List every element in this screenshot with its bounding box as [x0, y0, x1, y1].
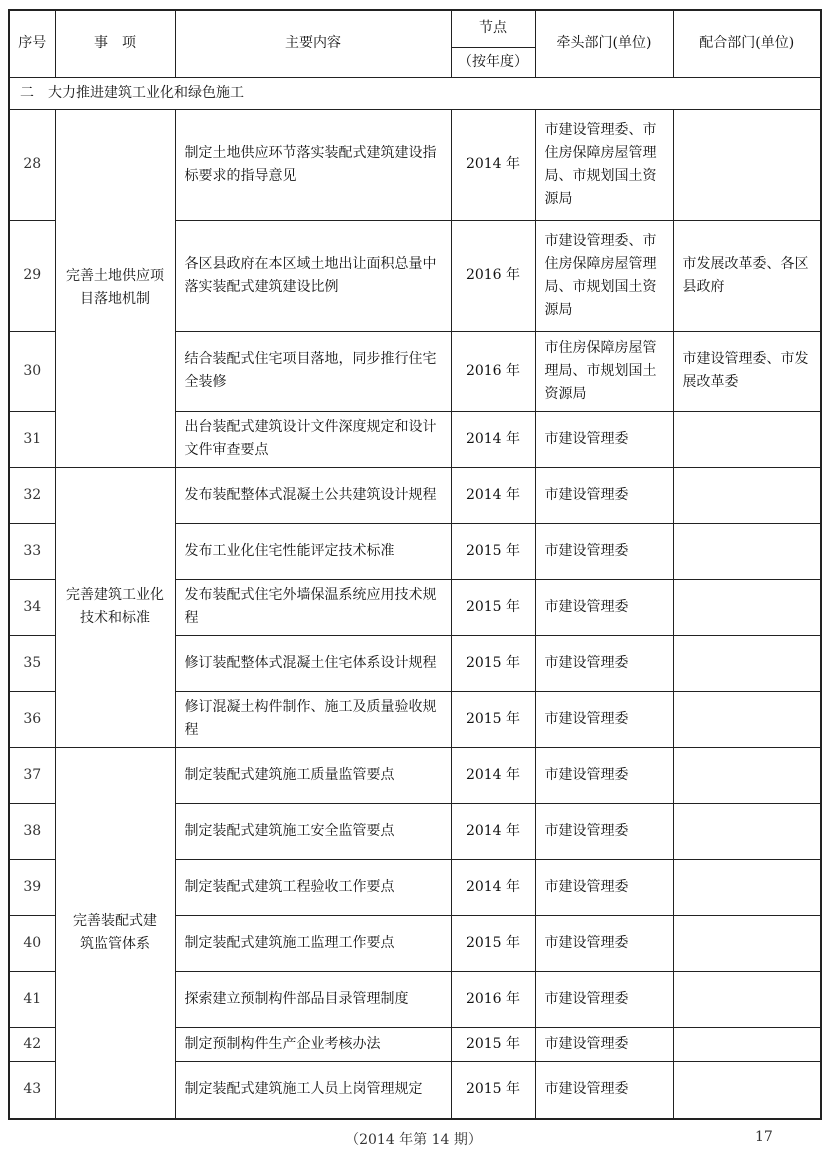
row-lead-dept: 市住房保障房屋管理局、市规划国土资源局 — [535, 331, 673, 411]
row-partner-dept — [673, 915, 821, 971]
group-label: 完善装配式建筑监管体系 — [55, 747, 175, 1119]
page-footer — [0, 1129, 827, 1151]
row-year: 2014 年 — [451, 109, 535, 220]
row-year: 2015 年 — [451, 1027, 535, 1061]
row-number: 42 — [9, 1027, 55, 1061]
row-content: 修订装配整体式混凝土住宅体系设计规程 — [175, 635, 451, 691]
row-number: 37 — [9, 747, 55, 803]
row-year: 2014 年 — [451, 803, 535, 859]
header-node: 节点 — [451, 10, 535, 47]
row-content: 制定装配式建筑施工监理工作要点 — [175, 915, 451, 971]
row-lead-dept: 市建设管理委 — [535, 635, 673, 691]
row-number: 28 — [9, 109, 55, 220]
row-partner-dept — [673, 803, 821, 859]
row-number: 33 — [9, 523, 55, 579]
row-year: 2014 年 — [451, 467, 535, 523]
header-item: 事 项 — [55, 10, 175, 77]
row-partner-dept — [673, 971, 821, 1027]
row-partner-dept — [673, 109, 821, 220]
row-number: 36 — [9, 691, 55, 747]
row-number: 39 — [9, 859, 55, 915]
row-partner-dept — [673, 411, 821, 467]
row-year: 2015 年 — [451, 915, 535, 971]
row-partner-dept — [673, 1061, 821, 1119]
row-lead-dept: 市建设管理委 — [535, 747, 673, 803]
row-partner-dept — [673, 859, 821, 915]
row-lead-dept: 市建设管理委、市住房保障房屋管理局、市规划国土资源局 — [535, 220, 673, 331]
table-header-row — [9, 10, 821, 47]
row-number: 30 — [9, 331, 55, 411]
table-row — [9, 747, 821, 803]
row-content: 结合装配式住宅项目落地，同步推行住宅全装修 — [175, 331, 451, 411]
row-content: 制定装配式建筑工程验收工作要点 — [175, 859, 451, 915]
row-content: 制定土地供应环节落实装配式建筑建设指标要求的指导意见 — [175, 109, 451, 220]
row-content: 制定装配式建筑施工安全监管要点 — [175, 803, 451, 859]
row-year: 2015 年 — [451, 635, 535, 691]
row-partner-dept — [673, 523, 821, 579]
row-lead-dept: 市建设管理委 — [535, 691, 673, 747]
row-partner-dept — [673, 467, 821, 523]
row-partner-dept — [673, 691, 821, 747]
row-content: 修订混凝土构件制作、施工及质量验收规程 — [175, 691, 451, 747]
row-content: 制定预制构件生产企业考核办法 — [175, 1027, 451, 1061]
row-number: 29 — [9, 220, 55, 331]
group-label: 完善土地供应项目落地机制 — [55, 109, 175, 467]
section-row — [9, 77, 821, 109]
row-lead-dept: 市建设管理委 — [535, 859, 673, 915]
issue-label: （2014 年第 14 期） — [345, 1132, 482, 1148]
group-label: 完善建筑工业化技术和标准 — [55, 467, 175, 747]
row-year: 2016 年 — [451, 331, 535, 411]
table-row — [9, 109, 821, 220]
header-content: 主要内容 — [175, 10, 451, 77]
row-number: 38 — [9, 803, 55, 859]
row-year: 2015 年 — [451, 1061, 535, 1119]
row-content: 探索建立预制构件部品目录管理制度 — [175, 971, 451, 1027]
row-lead-dept: 市建设管理委 — [535, 1027, 673, 1061]
header-seq: 序号 — [9, 10, 55, 77]
row-content: 制定装配式建筑施工人员上岗管理规定 — [175, 1061, 451, 1119]
row-year: 2015 年 — [451, 579, 535, 635]
row-year: 2014 年 — [451, 411, 535, 467]
row-number: 43 — [9, 1061, 55, 1119]
row-year: 2016 年 — [451, 971, 535, 1027]
header-lead-dept: 牵头部门(单位) — [535, 10, 673, 77]
row-lead-dept: 市建设管理委 — [535, 803, 673, 859]
row-number: 35 — [9, 635, 55, 691]
row-year: 2015 年 — [451, 691, 535, 747]
header-node-sub: （按年度） — [451, 47, 535, 77]
row-year: 2014 年 — [451, 747, 535, 803]
row-partner-dept — [673, 747, 821, 803]
row-partner-dept — [673, 635, 821, 691]
row-content: 出台装配式建筑设计文件深度规定和设计文件审查要点 — [175, 411, 451, 467]
page-number: 17 — [755, 1129, 773, 1145]
row-number: 41 — [9, 971, 55, 1027]
row-lead-dept: 市建设管理委 — [535, 467, 673, 523]
row-year: 2014 年 — [451, 859, 535, 915]
row-lead-dept: 市建设管理委 — [535, 915, 673, 971]
row-partner-dept: 市建设管理委、市发展改革委 — [673, 331, 821, 411]
row-year: 2015 年 — [451, 523, 535, 579]
row-content: 发布工业化住宅性能评定技术标准 — [175, 523, 451, 579]
row-lead-dept: 市建设管理委、市住房保障房屋管理局、市规划国土资源局 — [535, 109, 673, 220]
table-row — [9, 467, 821, 523]
row-number: 34 — [9, 579, 55, 635]
row-content: 各区县政府在本区域土地出让面积总量中落实装配式建筑建设比例 — [175, 220, 451, 331]
row-content: 发布装配式住宅外墙保温系统应用技术规程 — [175, 579, 451, 635]
header-partner-dept: 配合部门(单位) — [673, 10, 821, 77]
row-year: 2016 年 — [451, 220, 535, 331]
row-lead-dept: 市建设管理委 — [535, 579, 673, 635]
row-number: 31 — [9, 411, 55, 467]
row-lead-dept: 市建设管理委 — [535, 523, 673, 579]
row-lead-dept: 市建设管理委 — [535, 971, 673, 1027]
row-partner-dept — [673, 579, 821, 635]
row-lead-dept: 市建设管理委 — [535, 411, 673, 467]
row-partner-dept — [673, 1027, 821, 1061]
row-lead-dept: 市建设管理委 — [535, 1061, 673, 1119]
section-title: 二 大力推进建筑工业化和绿色施工 — [9, 77, 821, 109]
row-content: 制定装配式建筑施工质量监管要点 — [175, 747, 451, 803]
document-table — [8, 9, 822, 1120]
row-content: 发布装配整体式混凝土公共建筑设计规程 — [175, 467, 451, 523]
row-number: 32 — [9, 467, 55, 523]
row-number: 40 — [9, 915, 55, 971]
row-partner-dept: 市发展改革委、各区县政府 — [673, 220, 821, 331]
